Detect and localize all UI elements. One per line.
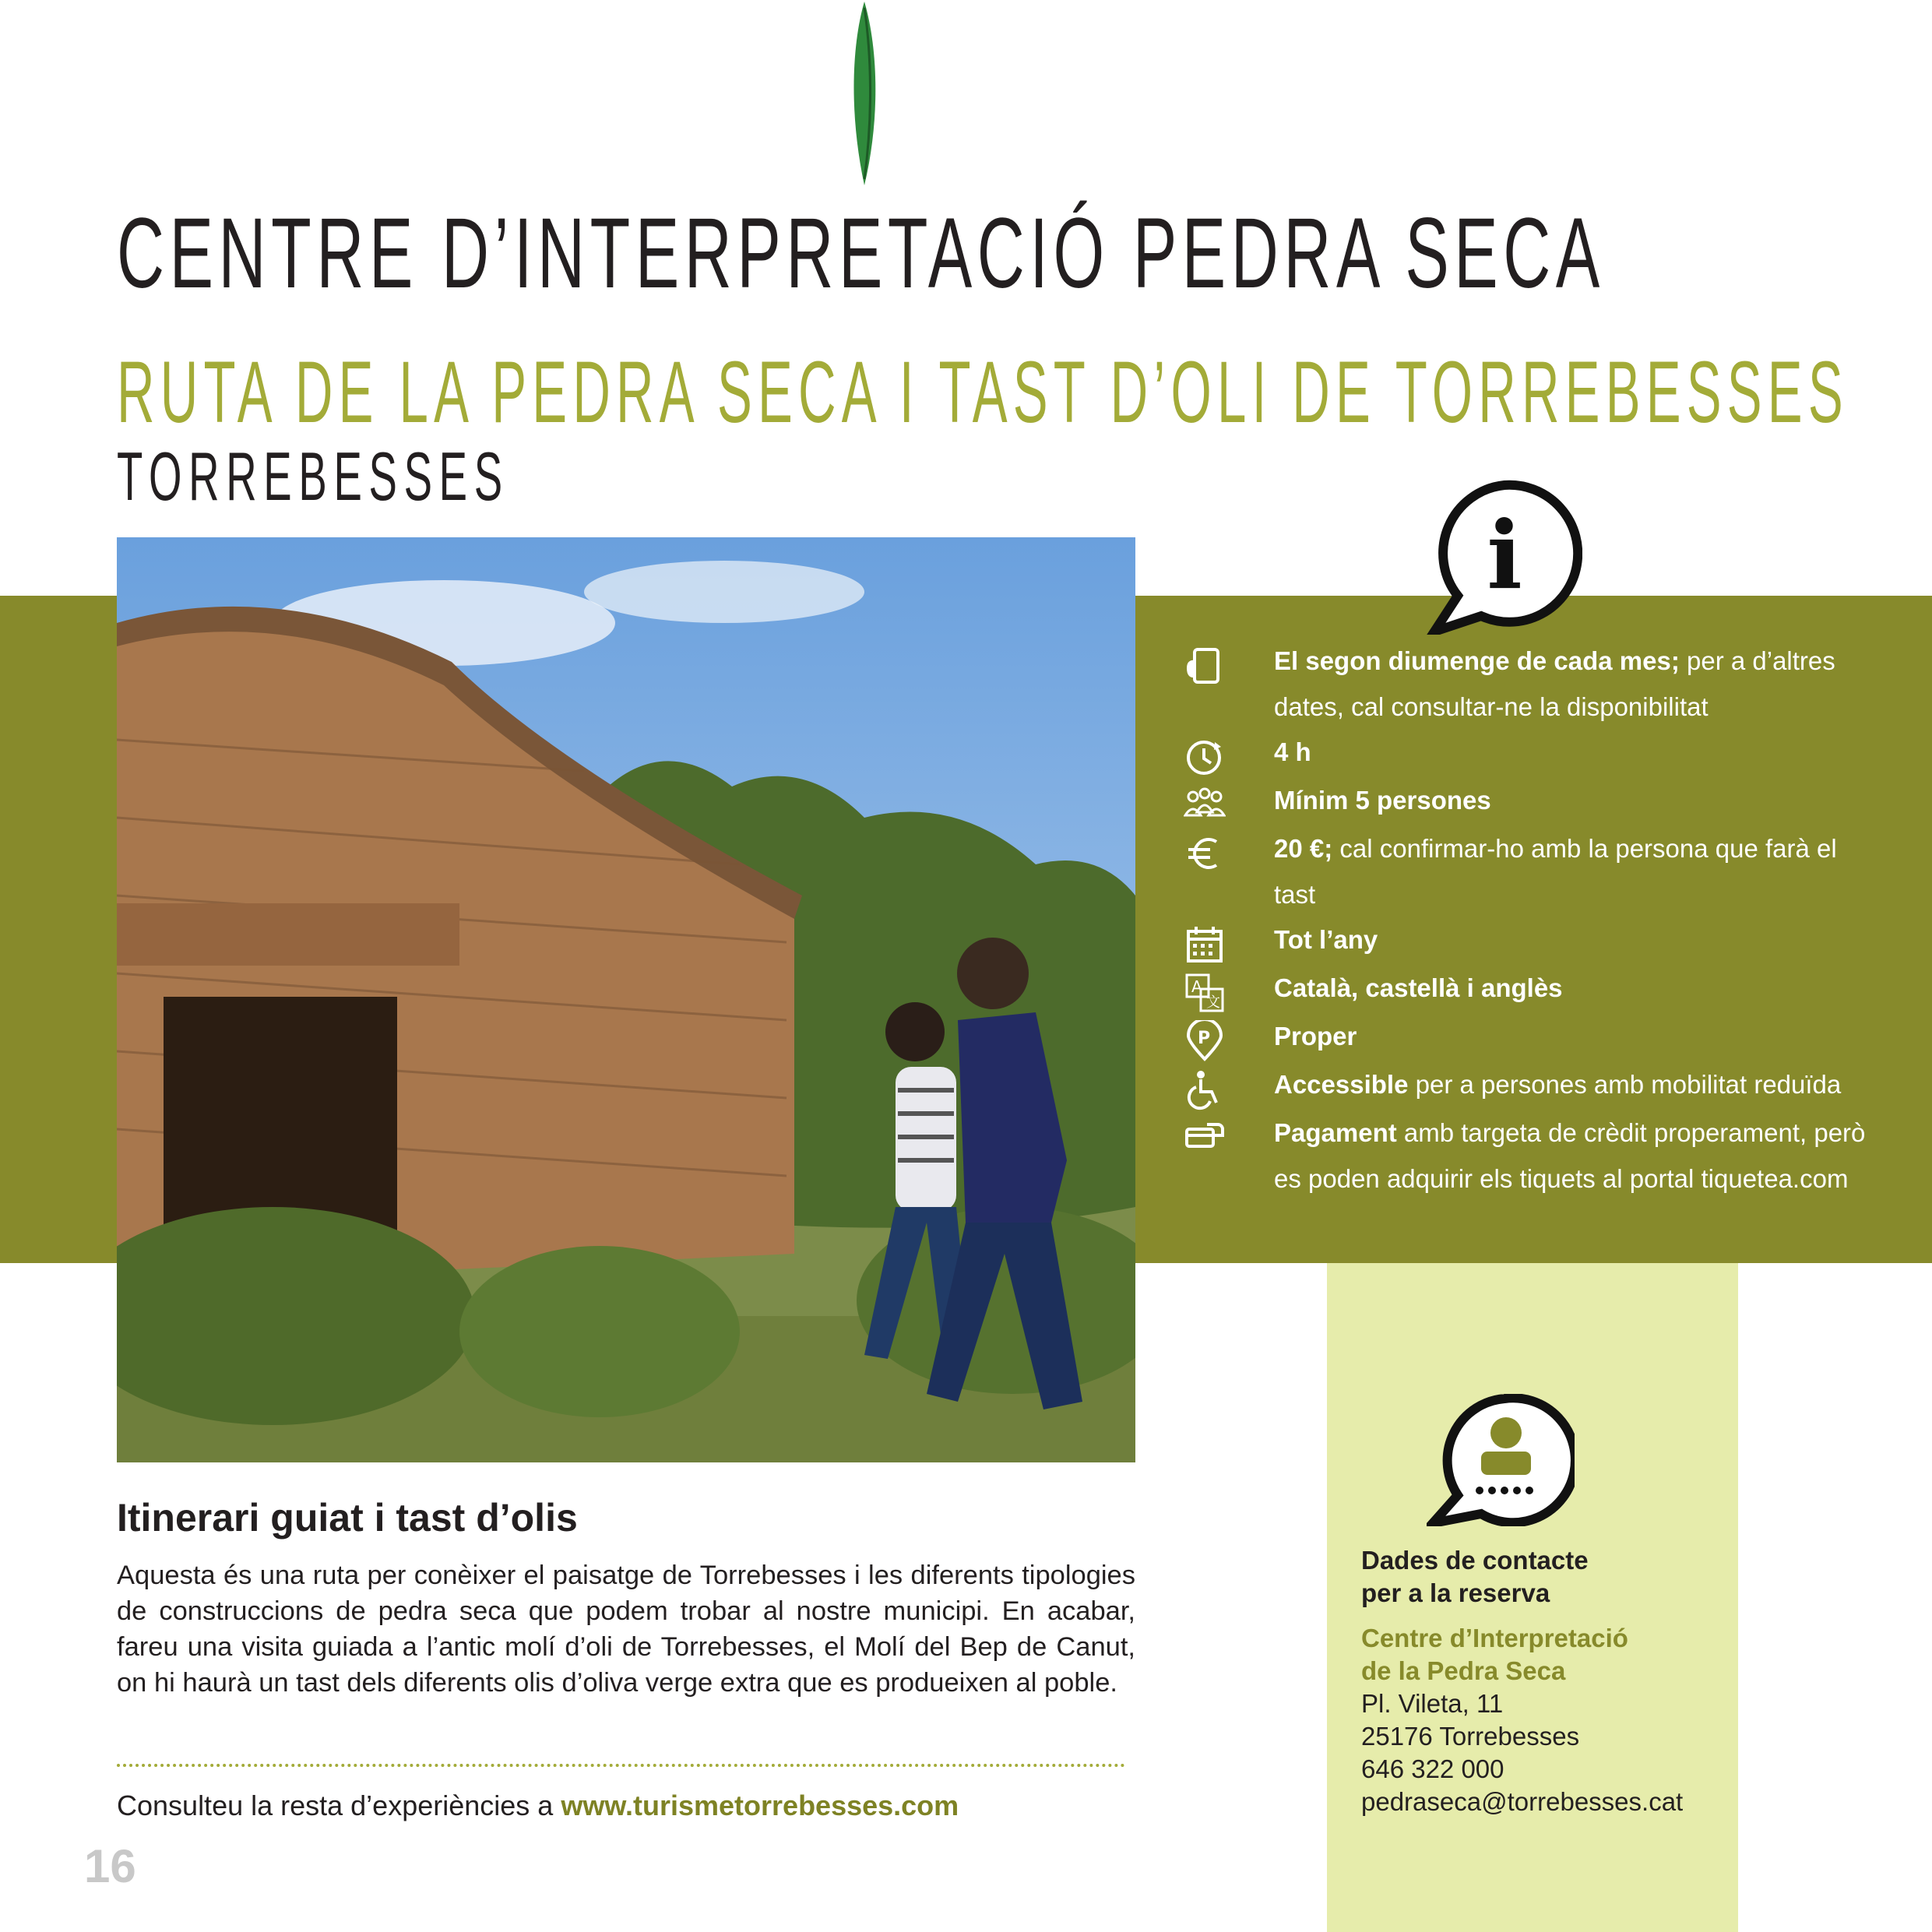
info-item — [1184, 966, 1884, 1014]
description-text: Aquesta és una ruta per conèixer el paisatge de Torrebesses i les diferents tipologies de construccions de pedra seca que podem trobar al nostre municipi. En acabar, fareu una visita guiada a l’antic molí d’oli de Torrebesses, el Molí del Bep de Canut, on hi haurà un tast dels diferents olis d’oliva verge extra que es produeixen al poble. — [117, 1561, 1135, 1698]
info-list — [1184, 639, 1884, 1202]
info-item — [1184, 730, 1884, 778]
translate-icon — [1184, 972, 1226, 1014]
info-icon — [1427, 479, 1582, 635]
contact-heading-1: Dades de contacte — [1361, 1546, 1589, 1575]
info-item-bold: 4 h — [1274, 737, 1311, 766]
info-item-text: per a persones amb mobilitat reduïda — [1408, 1070, 1842, 1099]
info-item-text: amb targeta de crèdit properament, però es poden adquirir els tiquets al portal tiquetea.com — [1274, 1118, 1866, 1193]
contact-block — [1361, 1544, 1719, 1818]
olive-leaf-icon — [845, 0, 884, 187]
info-item — [1184, 1014, 1884, 1062]
clock-icon — [1184, 736, 1226, 778]
contact-address: Pl. Vileta, 11 — [1361, 1689, 1504, 1718]
svg-text:i: i — [1487, 501, 1522, 611]
info-item-bold: Català, castellà i anglès — [1274, 973, 1563, 1002]
group-icon — [1184, 784, 1226, 826]
info-item-bold: Pagament — [1274, 1118, 1397, 1147]
info-item-bold: Tot l’any — [1274, 925, 1378, 954]
hikers-stone-hut-photo — [117, 537, 1135, 1462]
info-item-text: cal confirmar-ho amb la persona que farà el tast — [1274, 834, 1837, 909]
section-heading: Itinerari guiat i tast d’olis — [117, 1496, 578, 1540]
info-item — [1184, 917, 1884, 966]
svg-text:文: 文 — [1206, 994, 1220, 1011]
footer-line — [117, 1789, 959, 1822]
info-item-bold: 20 €; — [1274, 834, 1333, 863]
info-item-bold: Proper — [1274, 1022, 1357, 1050]
page-title: CENTRE D’INTERPRETACIÓ PEDRA SECA — [117, 198, 1605, 309]
contact-org-1: Centre d’Interpretació — [1361, 1624, 1628, 1652]
parking-icon — [1184, 1020, 1226, 1062]
info-item — [1184, 778, 1884, 826]
svg-text:A: A — [1191, 977, 1202, 996]
contact-org-2: de la Pedra Seca — [1361, 1656, 1566, 1685]
info-item-bold: Mínim 5 persones — [1274, 786, 1491, 815]
website-link[interactable]: www.turismetorrebesses.com — [561, 1789, 959, 1821]
info-item-bold: El segon diumenge de cada mes; — [1274, 646, 1680, 675]
contact-email[interactable]: pedraseca@torrebesses.cat — [1361, 1787, 1684, 1816]
contact-heading-2: per a la reserva — [1361, 1578, 1550, 1607]
footer-prefix: Consulteu la resta d’experiències a — [117, 1789, 561, 1821]
page-number: 16 — [84, 1840, 136, 1892]
phone-hand-icon — [1184, 645, 1226, 687]
location-label: TORREBESSES — [117, 438, 509, 515]
calendar-icon — [1184, 924, 1226, 966]
dotted-divider — [117, 1764, 1125, 1767]
page-subtitle: RUTA DE LA PEDRA SECA I TAST D’OLI DE TORREBESSES — [117, 343, 1849, 441]
contact-phone[interactable]: 646 322 000 — [1361, 1754, 1504, 1783]
info-item — [1184, 639, 1884, 730]
svg-text:P: P — [1198, 1029, 1211, 1048]
card-payment-icon — [1184, 1117, 1226, 1159]
info-item — [1184, 826, 1884, 917]
contact-postal: 25176 Torrebesses — [1361, 1722, 1580, 1751]
euro-icon — [1184, 832, 1226, 875]
wheelchair-icon — [1184, 1068, 1226, 1110]
info-item — [1184, 1110, 1884, 1202]
contact-person-icon — [1427, 1394, 1575, 1526]
info-item-text: per a d’altres dates, cal consultar-ne la disponibilitat — [1274, 646, 1835, 721]
info-item-bold: Accessible — [1274, 1070, 1409, 1099]
info-item — [1184, 1062, 1884, 1110]
